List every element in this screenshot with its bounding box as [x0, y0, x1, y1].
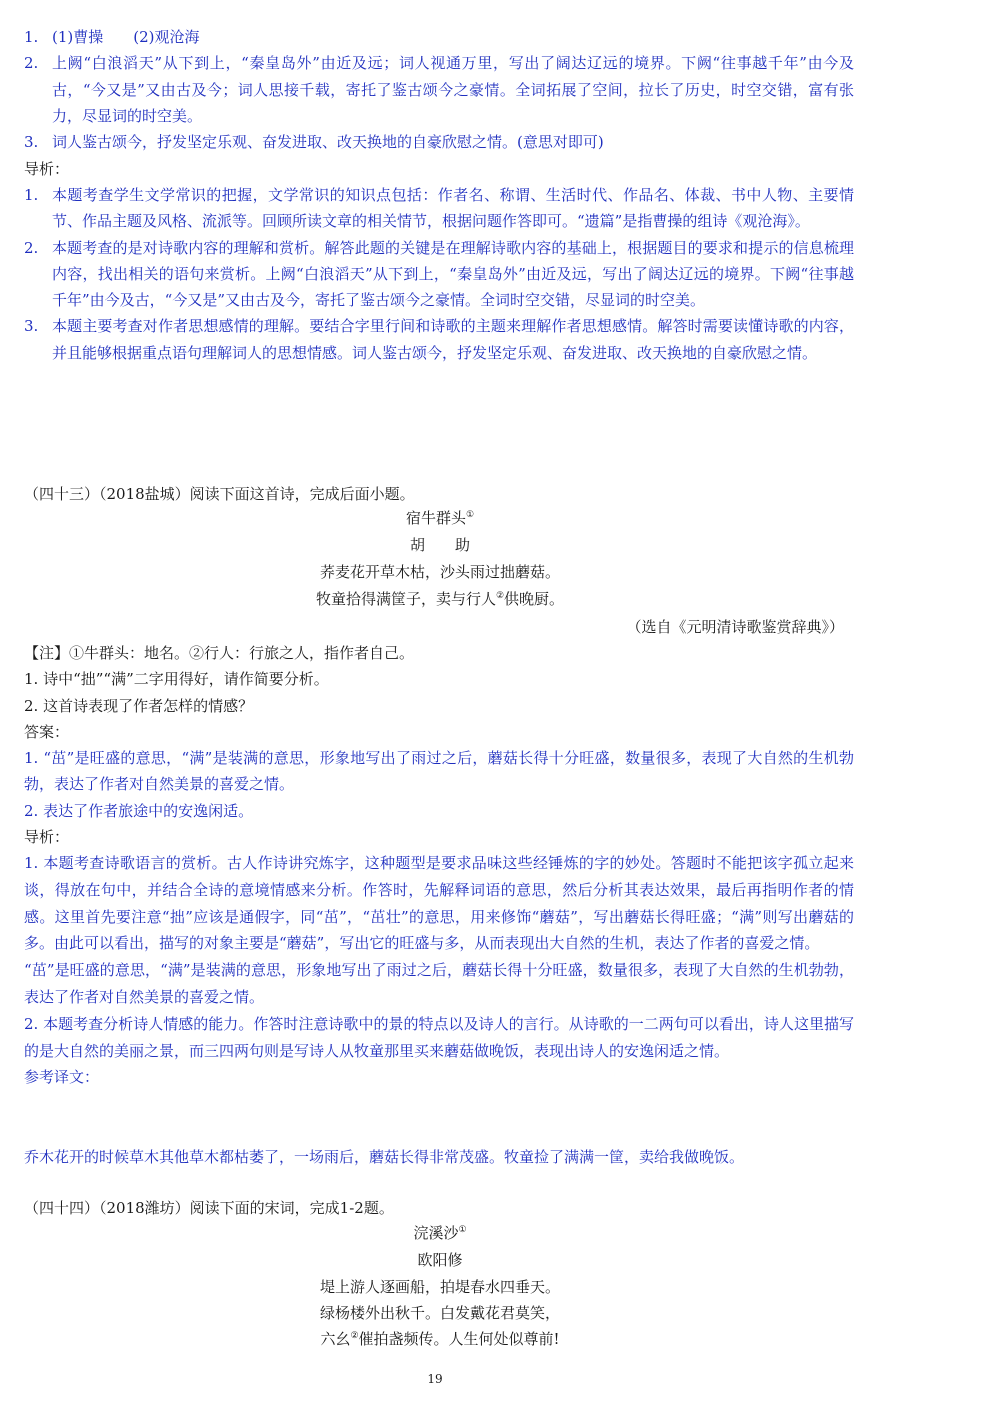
answer-item: 3. 词人鉴古颂今，抒发坚定乐观、奋发进取、改天换地的自豪欣慰之情。(意思对即可): [24, 133, 604, 152]
section-44-heading: （四十四）（2018潍坊）阅读下面的宋词，完成1-2题。: [24, 1199, 394, 1217]
answer-1: 1. “茁”是旺盛的意思，“满”是装满的意思，形象地写出了雨过之后，蘑菇长得十分旺盛，数量很多，表现了大自然的生机勃勃，表达了作者对自然美景的喜爱之情。: [24, 749, 854, 794]
guide-1-summary: “茁”是旺盛的意思，“满”是装满的意思，形象地写出了雨过之后，蘑菇长得十分旺盛，数量很多，表现了大自然的生机勃勃，表达了作者对自然美景的喜爱之情。: [24, 961, 854, 1006]
section-43-guide: [24, 850, 854, 1091]
poem-line: 六幺②催拍盏频传。人生何处似尊前!: [320, 1330, 560, 1348]
poem-line: 绿杨楼外出秋千。白发戴花君莫笑，: [319, 1304, 560, 1322]
guide-item: 3. 本题主要考查对作者思想感情的理解。要结合字里行间和诗歌的主题来理解作者思想感情。解答时需要读懂诗歌的内容，并且能够根据重点语句理解词人的思想情感。词人鉴古颂今，抒发坚定乐观、奋发进取、改天换地的自豪欣慰之情。: [24, 317, 854, 362]
guide-item: 2. 本题考查的是对诗歌内容的理解和赏析。解答此题的关键是在理解诗歌内容的基础上，根据题目的要求和提示的信息梳理内容，找出相关的语句来赏析。上阙“白浪滔天”从下到上，“秦皇岛外”由近及远，写出了阔达辽远的境界。下阙“往事越千年”由今及古，“今又是”又由古及今，寄托了鉴古颂今之豪情。全词时空交错，尽显词的时空美。: [24, 238, 854, 310]
section-43-heading: （四十三）（2018盐城）阅读下面这首诗，完成后面小题。: [24, 485, 415, 503]
guide-label-42: 导析：: [24, 160, 70, 178]
guide-label: 导析：: [24, 828, 70, 847]
guide-42: [24, 182, 854, 366]
question-2: 2. 这首诗表现了作者怎样的情感？: [24, 696, 254, 715]
poem-source-43: （选自《元明清诗歌鉴赏辞典》）: [626, 618, 844, 636]
poem-line: 牧童拾得满筐子，卖与行人②供晚厨。: [315, 590, 565, 608]
answer-item: 2. 上阙“白浪滔天”从下到上，“秦皇岛外”由近及远；词人视通万里，写出了阔达辽远的境界。下阙“往事越千年”由今及古，“今又是”又由古及今；词人思接千载，寄托了鉴古颂今之豪情。全词拓展了空间，拉长了历史，时空交错，富有张力，尽显词的时空美。: [24, 54, 854, 125]
guide-2: 2. 本题考查分析诗人情感的能力。作答时注意诗歌中的景的特点以及诗人的言行。从诗歌的一二两句可以看出，诗人这里描写的是大自然的美丽之景，而三四两句则是写诗人从牧童那里买来蘑菇做晚饭，表现出诗人的安逸闲适之情。: [24, 1014, 854, 1060]
answer-2: 2. 表达了作者旅途中的安逸闲适。: [24, 801, 254, 820]
poem-note: 【注】①牛群头：地名。②行人：行旅之人，指作者自己。: [24, 644, 415, 662]
translation: 乔木花开的时候草木其他草木都枯萎了，一场雨后，蘑菇长得非常茂盛。牧童捡了满满一筐，卖给我做晚饭。: [24, 1148, 745, 1166]
poem-author-43: 胡 助: [409, 536, 470, 554]
answer-label: 答案：: [24, 722, 70, 741]
guide-1: 1. 本题考查诗歌语言的赏析。古人作诗讲究炼字，这种题型是要求品味这些经锤炼的字的妙处。答题时不能把该字孤立起来谈，得放在句中，并结合全诗的意境情感来分析。作答时，先解释词语的意思，然后分析其表达效果，最后再指明作者的情感。这里首先要注意“拙”应该是通假字，同“茁”，“茁壮”的意思，用来修饰“蘑菇”，写出蘑菇长得旺盛；“满”则写出蘑菇的多。由此可以看出，描写的对象主要是“蘑菇”，写出它的旺盛与多，从而表现出大自然的生机，表达了作者的喜爱之情。: [24, 854, 854, 953]
poem-author-44: 欧阳修: [417, 1251, 463, 1269]
poem-title-43: 宿牛群头①: [405, 509, 475, 527]
poem-line: 荞麦花开草木枯，沙头雨过拙蘑菇。: [319, 563, 560, 581]
poem-title-44: 浣溪沙①: [413, 1224, 467, 1242]
section-43-body: [24, 640, 854, 850]
translation-label: 参考译文：: [24, 1068, 100, 1087]
poem-line: 堤上游人逐画船，拍堤春水四垂天。: [319, 1278, 560, 1296]
answer-item: 1. (1)曹操 (2)观沧海: [24, 28, 200, 46]
guide-item: 1. 本题考查学生文学常识的把握，文学常识的知识点包括：作者名、称谓、生活时代、作品名、体裁、书中人物、主要情节、作品主题及风格、流派等。回顾所读文章的相关情节，根据问题作答即可。“遗篇”是指曹操的组诗《观沧海》。: [24, 186, 854, 231]
answers-42: [24, 24, 854, 155]
page-number: 19: [427, 1372, 443, 1386]
question-1: 1. 诗中“拙”“满”二字用得好，请作简要分析。: [24, 670, 329, 689]
